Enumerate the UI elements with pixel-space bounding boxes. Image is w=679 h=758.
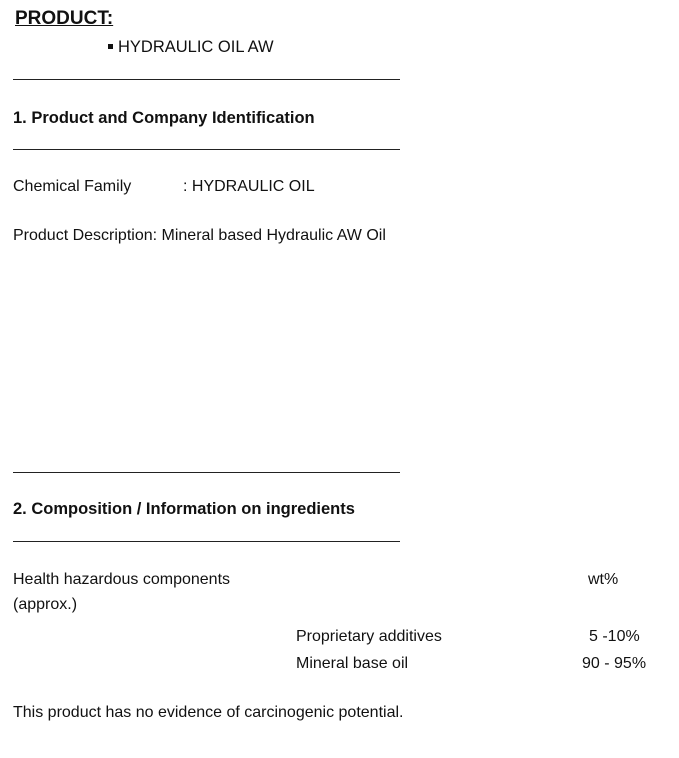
ingredient-name: Mineral base oil: [296, 655, 409, 672]
product-title: PRODUCT:: [15, 8, 114, 29]
divider: [13, 79, 400, 80]
chemical-family-label: Chemical Family: [13, 178, 132, 195]
section1-heading: 1. Product and Company Identification: [13, 109, 315, 127]
components-label-line1: Health hazardous components: [13, 571, 231, 588]
ingredient-name: Proprietary additives: [296, 628, 442, 645]
divider: [13, 472, 400, 473]
ingredient-value: 5 -10%: [589, 628, 640, 645]
components-label-line2: (approx.): [13, 596, 78, 613]
ingredient-value: 90 - 95%: [582, 655, 647, 672]
product-description: Product Description: Mineral based Hydraulic AW Oil: [13, 227, 386, 244]
carcinogenic-note: This product has no evidence of carcinogenic potential.: [13, 704, 404, 721]
section2-heading: 2. Composition / Information on ingredients: [13, 500, 355, 518]
divider: [13, 541, 400, 542]
divider: [13, 149, 400, 150]
product-name: HYDRAULIC OIL AW: [118, 38, 274, 56]
chemical-family-value: : HYDRAULIC OIL: [183, 178, 315, 195]
unit-header: wt%: [588, 571, 619, 588]
bullet-square-icon: [108, 44, 113, 49]
product-name-item: [108, 38, 274, 57]
